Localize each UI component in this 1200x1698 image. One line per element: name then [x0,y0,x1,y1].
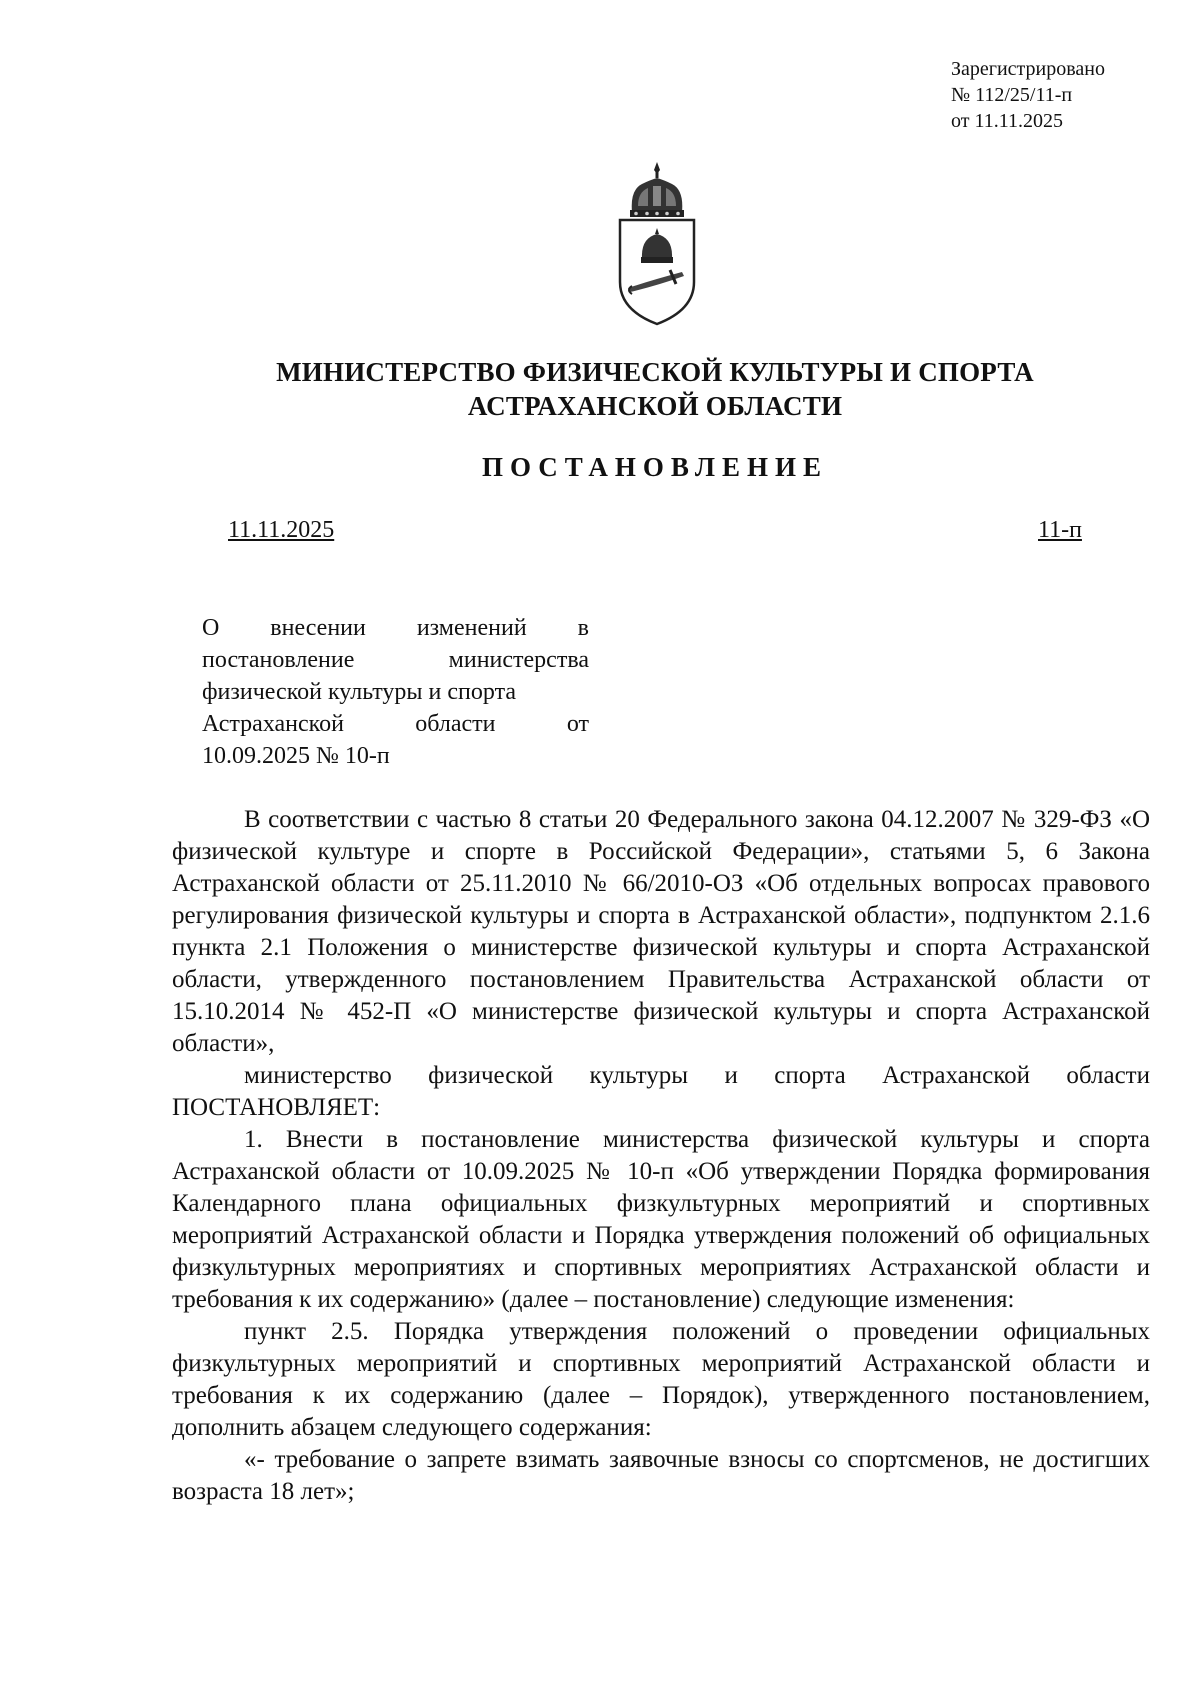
subject-line [202,644,589,676]
subject-word: внесении [270,615,366,641]
amendment-text-paragraph: «- требование о запрете взимать заявочные взносы со спортсменов, не достигших возраста 18 лет»; [172,1446,1150,1505]
registration-stamp [951,56,1151,134]
subject-line: 10.09.2025 № 10-п [202,743,390,769]
preamble-paragraph: В соответствии с частью 8 статьи 20 Федерального закона 04.12.2007 № 329-ФЗ «О физической культуре и спорте в Российской Федерации», статьями 5, 6 Закона Астраханской области от 25.11.2010 № 66/2010-ОЗ «Об отдельных вопросах правового регулирования физической культуры и спорта в Астраханской области», подпунктом 2.1.6 пункта 2.1 Положения о министерстве физической культуры и спорта Астраханской области, утвержденного постановлением Правительства Астраханской области от 15.10.2014 № 452-П «О министерстве физической культуры и спорта Астраханской области», [172,806,1150,1057]
registration-label: Зарегистрировано [951,58,1106,80]
ministry-name-line1: МИНИСТЕРСТВО ФИЗИЧЕСКОЙ КУЛЬТУРЫ И СПОРТА [276,357,1034,387]
decree-number: 11-п [1038,517,1082,543]
subject-word: О [202,615,220,641]
subject-word: министерства [448,647,589,673]
subject-word: постановление [202,647,355,673]
subject-line: физической культуры и спорта [202,679,517,705]
subject-line [202,612,589,644]
decree-body [172,804,1150,1508]
subject-word: изменений [416,615,527,641]
subject-word: области [415,711,496,737]
item-1-paragraph: 1. Внести в постановление министерства физической культуры и спорта Астраханской области от 10.09.2025 № 10-п «Об утверждении Порядка формирования Календарного плана официальных физкультурных мероприятий и спортивных мероприятий Астраханской области и Порядка утверждения положений об официальных физкультурных мероприятиях и спортивных мероприятиях Астраханской области и требования к их содержанию» (далее – постановление) следующие изменения: [172,1126,1150,1313]
ministry-name [0,355,1200,423]
astrakhan-coat-of-arms-icon [612,160,702,330]
ministry-name-line2: АСТРАХАНСКОЙ ОБЛАСТИ [467,391,843,421]
subject-word: в [577,615,589,641]
subject-line [202,708,589,740]
registration-date: от 11.11.2025 [951,110,1063,132]
decree-date: 11.11.2025 [228,517,335,543]
resolution-paragraph: министерство физической культуры и спорта Астраханской области ПОСТАНОВЛЯЕТ: [172,1062,1150,1121]
amendment-paragraph: пункт 2.5. Порядка утверждения положений о проведении официальных физкультурных мероприятий и спортивных мероприятий Астраханской области и требования к их содержанию (далее – Порядок), утвержденного постановлением, дополнить абзацем следующего содержания: [172,1318,1150,1441]
document-type-title: ПОСТАНОВЛЕНИЕ [481,452,829,482]
subject-word: от [566,711,589,737]
subject-word: Астраханской [202,711,344,737]
registration-number: № 112/25/11-п [951,84,1073,106]
decree-subject [202,612,589,772]
